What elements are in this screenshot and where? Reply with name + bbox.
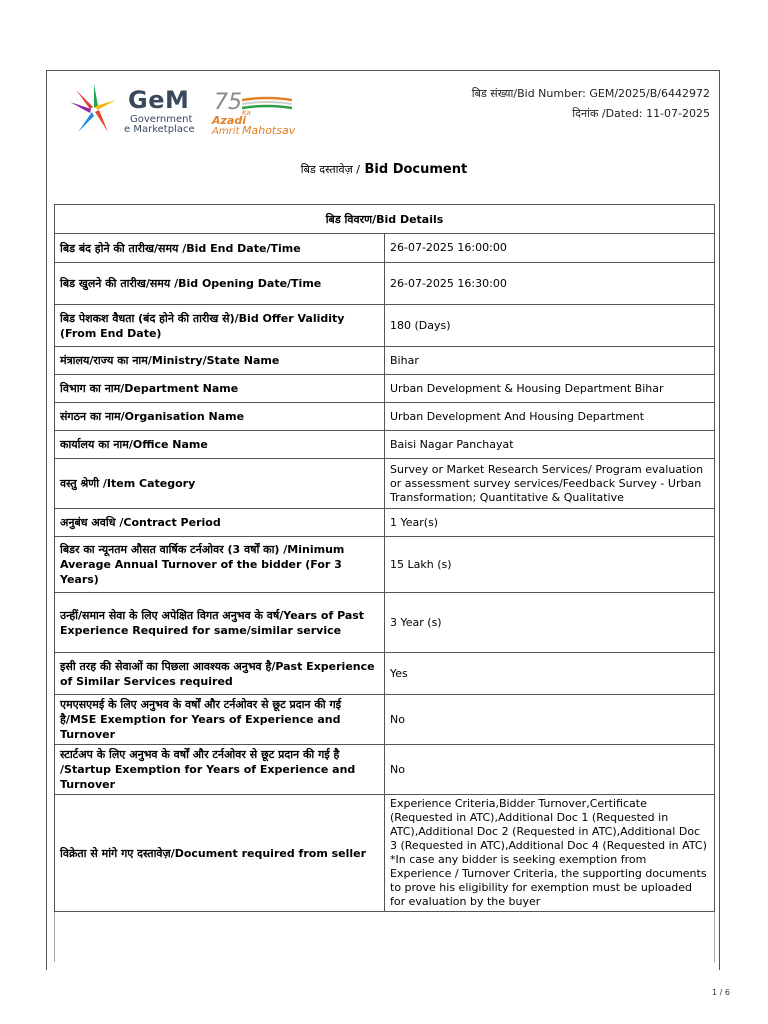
table-row [55, 431, 715, 459]
table-row [55, 795, 715, 912]
table-row [55, 305, 715, 347]
table-row [55, 695, 715, 745]
bid-number: बिड संख्या/Bid Number: GEM/2025/B/6442972 [471, 87, 710, 100]
page-title [0, 162, 768, 177]
row-value: 180 (Days) [385, 305, 715, 347]
row-value: 26-07-2025 16:30:00 [385, 263, 715, 305]
logo-word: GeM [128, 86, 190, 114]
bid-details-table [54, 204, 715, 912]
logo-line-1: Government [130, 114, 193, 125]
flag-swoosh-icon [242, 96, 292, 110]
azadi-75: 75 [214, 90, 242, 115]
title-english: Bid Document [359, 162, 468, 177]
row-value: Urban Development And Housing Department [385, 403, 715, 431]
table-row [55, 509, 715, 537]
table-heading-row [55, 205, 715, 234]
gem-star-icon [64, 80, 124, 140]
gem-logo [64, 80, 304, 146]
row-label: इसी तरह की सेवाओं का पिछला आवश्यक अनुभव है/Past Experience of Similar Services required [55, 653, 385, 695]
row-label: बिडर का न्यूनतम औसत वार्षिक टर्नओवर (3 वर्षों का) /Minimum Average Annual Turnover of the bidder (For 3 Years) [55, 537, 385, 593]
row-label: कार्यालय का नाम/Office Name [55, 431, 385, 459]
table-row [55, 745, 715, 795]
table-row [55, 347, 715, 375]
row-value: Baisi Nagar Panchayat [385, 431, 715, 459]
row-label: उन्हीं/समान सेवा के लिए अपेक्षित विगत अनुभव के वर्ष/Years of Past Experience Required for same/similar service [55, 593, 385, 653]
table-row [55, 653, 715, 695]
row-label: विभाग का नाम/Department Name [55, 375, 385, 403]
mahotsav-text: Mahotsav [242, 124, 296, 137]
row-label: संगठन का नाम/Organisation Name [55, 403, 385, 431]
row-value: 3 Year (s) [385, 593, 715, 653]
azadi-logo [212, 90, 302, 140]
bid-meta [472, 84, 710, 124]
bid-date: दिनांक /Dated: 11-07-2025 [572, 107, 710, 120]
table-row [55, 263, 715, 305]
row-label: बिड खुलने की तारीख/समय /Bid Opening Date/Time [55, 263, 385, 305]
azadi-text: Azadi [212, 114, 246, 127]
table-row [55, 375, 715, 403]
table-row [55, 403, 715, 431]
row-value: No [385, 745, 715, 795]
table-row [55, 537, 715, 593]
empty-table-continuation [54, 912, 715, 962]
row-value: Bihar [385, 347, 715, 375]
row-label: वस्तु श्रेणी /Item Category [55, 459, 385, 509]
table-row [55, 459, 715, 509]
row-label: स्टार्टअप के लिए अनुभव के वर्षों और टर्नओवर से छूट प्रदान की गई है /Startup Exemption for Years of Experience and Turnover [55, 745, 385, 795]
row-value: Survey or Market Research Services/ Program evaluation or assessment survey services/Feedback Survey - Urban Transformation; Quantitative & Qualitative [385, 459, 715, 509]
table-heading: बिड विवरण/Bid Details [55, 205, 715, 234]
page-number: 1 / 6 [712, 988, 730, 997]
logo-line-2: e Marketplace [124, 124, 195, 135]
row-value: No [385, 695, 715, 745]
row-value: 1 Year(s) [385, 509, 715, 537]
azadi-ka: Ka [242, 109, 251, 117]
row-label: मंत्रालय/राज्य का नाम/Ministry/State Name [55, 347, 385, 375]
row-value: Experience Criteria,Bidder Turnover,Certificate (Requested in ATC),Additional Doc 1 (Requested in ATC),Additional Doc 2 (Requested in ATC),Additional Doc 3 (Requested in ATC),Additional Doc 4 (Requested in ATC) *In case any bidder is seeking exemption from Experience / Turnover Criteria, the supporting documents to prove his eligibility for exemption must be uploaded for evaluation by the buyer [385, 795, 715, 912]
row-value: 15 Lakh (s) [385, 537, 715, 593]
row-value: Urban Development & Housing Department Bihar [385, 375, 715, 403]
table-row [55, 593, 715, 653]
row-label: एमएसएमई के लिए अनुभव के वर्षों और टर्नओवर से छूट प्रदान की गई है/MSE Exemption for Years of Experience and Turnover [55, 695, 385, 745]
row-value: 26-07-2025 16:00:00 [385, 234, 715, 263]
row-label: बिड बंद होने की तारीख/समय /Bid End Date/Time [55, 234, 385, 263]
row-label: विक्रेता से मांगे गए दस्तावेज़/Document required from seller [55, 795, 385, 912]
table-row [55, 234, 715, 263]
amrit-text: Amrit [212, 126, 240, 137]
row-label: अनुबंध अवधि /Contract Period [55, 509, 385, 537]
title-hindi: बिड दस्तावेज़ / [300, 163, 360, 176]
row-value: Yes [385, 653, 715, 695]
row-label: बिड पेशकश वैधता (बंद होने की तारीख से)/Bid Offer Validity (From End Date) [55, 305, 385, 347]
